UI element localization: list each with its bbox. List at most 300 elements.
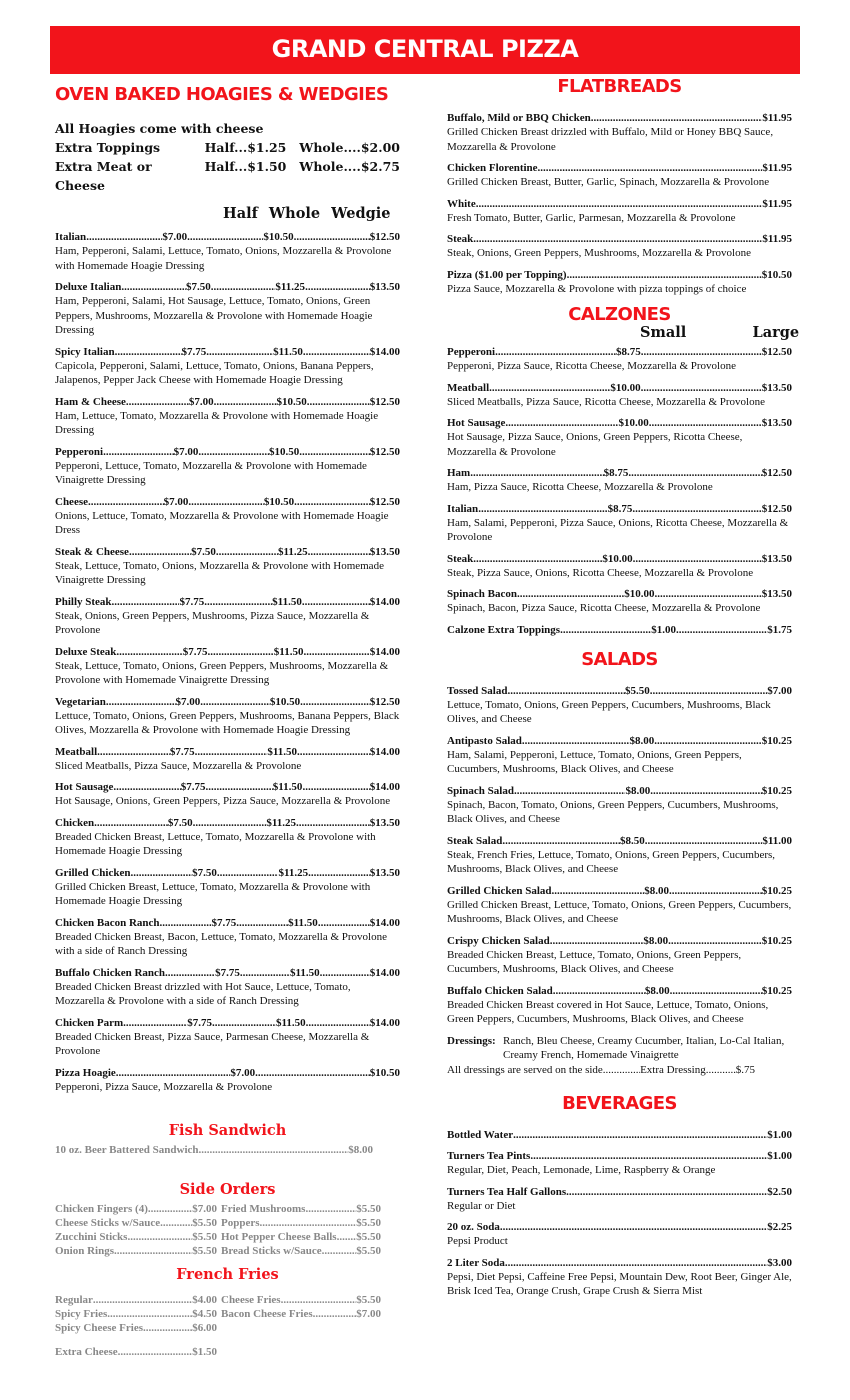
item-price: $10.50 (761, 268, 792, 281)
item-price: $5.50 (356, 1245, 381, 1257)
item-name: Hot Pepper Cheese Balls (221, 1231, 337, 1243)
dot-leader (217, 866, 279, 880)
item-description: Lettuce, Tomato, Onions, Green Peppers, Mushrooms, Banana Peppers, Black Olives, Mozzarella & Provolone with Homemade Hoagie Dressing (55, 709, 400, 736)
item-description: Ham, Pizza Sauce, Ricotta Cheese, Mozzarella & Provolone (447, 481, 713, 493)
dot-leader (297, 745, 370, 759)
menu-item (447, 934, 792, 977)
dot-leader (560, 623, 651, 637)
menu-item (447, 884, 792, 927)
dot-leader (307, 395, 370, 409)
item-price: $5.50 (356, 1294, 381, 1306)
item-line (447, 1128, 792, 1142)
item-description: Ham, Pepperoni, Salami, Hot Sausage, Lettuce, Tomato, Onions, Green Peppers, Mushrooms, Mozzarella & Provolone with Homemade Hoagie Dressing (55, 295, 373, 336)
dot-leader (294, 495, 370, 509)
item-description: Grilled Chicken Breast, Lettuce, Tomato, Onions, Green Peppers, Cucumbers, Mushrooms, Black Olives, and Cheese (447, 898, 792, 925)
menu-item (55, 280, 400, 338)
dot-leader (591, 111, 763, 125)
item-line (55, 595, 400, 609)
dot-leader (322, 1244, 357, 1258)
item-price: $7.00 (230, 1066, 256, 1079)
item-price: $10.50 (269, 695, 301, 708)
item-price: $14.00 (369, 745, 400, 758)
item-description: Fresh Tomato, Butter, Garlic, Parmesan, Mozzarella & Provolone (447, 211, 736, 224)
beverages-heading: BEVERAGES (562, 1093, 677, 1114)
item-price: $11.95 (762, 197, 792, 210)
dot-leader (200, 695, 270, 709)
item-line (447, 345, 792, 359)
item-name: Zucchini Sticks (55, 1231, 128, 1243)
item-description: Regular or Diet (447, 1199, 516, 1212)
item-price: $12.50 (761, 502, 792, 515)
item-price: $12.50 (761, 467, 793, 479)
dot-leader (94, 816, 168, 830)
dot-leader (505, 416, 618, 430)
dot-leader (502, 834, 620, 848)
menu-item (55, 345, 400, 388)
item-description: Ham, Lettuce, Tomato, Mozzarella & Provolone with Homemade Hoagie Dressing (55, 409, 379, 436)
item-name: Chicken Parm (55, 1016, 124, 1029)
dot-leader (130, 866, 192, 880)
fish-heading: Fish Sandwich (168, 1122, 287, 1139)
menu-item (447, 1185, 792, 1214)
item-line (55, 780, 400, 794)
item-price: $5.50 (356, 1217, 381, 1229)
dot-leader (670, 984, 762, 998)
item-description: Ham, Salami, Pepperoni, Pizza Sauce, Onions, Ricotta Cheese, Mozzarella & Provolone (447, 516, 789, 543)
item-line (447, 934, 792, 948)
item-price: $10.50 (276, 395, 307, 408)
item-price: $7.75 (187, 1016, 212, 1029)
item-name: Meatball (447, 381, 490, 394)
dot-leader (654, 734, 762, 748)
flatbread-list (447, 111, 792, 296)
menu-item (55, 495, 400, 538)
menu-item (447, 587, 792, 616)
menu-item (55, 595, 400, 638)
item-description: Capicola, Pepperoni, Salami, Lettuce, Tomato, Onions, Banana Peppers, Jalapenos, Pepper Jack Cheese with Homemade Hoagie Dressing (55, 359, 374, 386)
item-price: $11.50 (290, 966, 320, 979)
item-name: Pepperoni (55, 445, 104, 458)
dot-leader (195, 745, 268, 759)
dot-leader (633, 552, 762, 566)
dot-leader (207, 645, 273, 659)
menu-item (447, 834, 792, 877)
item-price: $13.50 (369, 545, 401, 558)
item-description: Steak, French Fries, Lettuce, Tomato, Onions, Green Peppers, Cucumbers, Mushrooms, Black Olives, and Cheese (447, 848, 776, 875)
item-price: $14.00 (369, 966, 401, 979)
left-column (55, 84, 400, 1359)
item-description: Spinach, Bacon, Pizza Sauce, Ricotta Cheese, Mozzarella & Provolone (447, 602, 761, 614)
dot-leader (300, 695, 370, 709)
item-price: $14.00 (369, 781, 401, 793)
dot-leader (115, 345, 182, 359)
item-line (55, 545, 400, 559)
dot-leader (645, 834, 763, 848)
menu-item (55, 916, 400, 959)
item-name: Fried Mushrooms (221, 1203, 306, 1215)
item-line (447, 984, 792, 998)
item-price: $14.00 (369, 595, 401, 608)
dot-leader (118, 1345, 193, 1359)
item-price: $14.00 (369, 645, 401, 658)
dot-leader (517, 587, 624, 601)
dot-leader (495, 345, 616, 359)
item-line (55, 395, 400, 409)
item-name: Ham & Cheese (55, 395, 126, 408)
dot-leader (236, 916, 288, 930)
dot-leader (505, 1256, 767, 1270)
item-price: $10.25 (761, 984, 792, 997)
item-price: $2.25 (767, 1221, 792, 1233)
item-price: $6.00 (192, 1322, 217, 1334)
item-price: $8.75 (607, 502, 633, 515)
item-name: Bread Sticks w/Sauce (221, 1245, 322, 1257)
dot-leader (473, 552, 602, 566)
dot-leader (553, 984, 645, 998)
dot-leader (470, 466, 603, 480)
dot-leader (320, 966, 370, 980)
item-price: $5.50 (192, 1245, 217, 1257)
item-line (221, 1244, 381, 1258)
menu-item (447, 734, 792, 777)
calzone-size-columns: Small Large (640, 324, 800, 341)
menu-item (447, 1128, 792, 1142)
item-name: Chicken Bacon Ranch (55, 916, 160, 929)
item-price: $8.75 (603, 467, 629, 479)
sides-heading: Side Orders (179, 1181, 276, 1198)
right-column (447, 76, 800, 1306)
item-price: $8.75 (616, 346, 641, 358)
dot-leader (514, 784, 626, 798)
calzones-heading: CALZONES (568, 304, 671, 325)
extra-half: Half...$1.25 (204, 140, 287, 155)
item-line (55, 866, 400, 880)
item-name: 2 Liter Soda (447, 1256, 505, 1269)
item-name: Philly Steak (55, 595, 112, 608)
item-line (221, 1216, 381, 1230)
menu-item (447, 345, 792, 374)
item-price: $1.00 (767, 1150, 792, 1162)
item-name: Bacon Cheese Fries (221, 1308, 313, 1320)
item-price: $7.75 (182, 645, 208, 658)
dressings (447, 1034, 792, 1078)
item-line (55, 1016, 400, 1030)
item-name: 20 oz. Soda (447, 1221, 500, 1233)
item-price: $8.00 (643, 934, 669, 947)
item-price: $10.25 (761, 884, 792, 897)
item-price: $13.50 (369, 281, 400, 293)
menu-item (55, 966, 400, 1009)
item-price: $11.95 (762, 112, 792, 124)
item-description: Pepsi, Diet Pepsi, Caffeine Free Pepsi, Mountain Dew, Root Beer, Ginger Ale, Brisk Iced Tea, Orange Crush, Grape Crush & Sierra Mist (447, 1270, 792, 1297)
fries-list (55, 1293, 400, 1335)
menu-item (447, 111, 792, 154)
dot-leader (552, 884, 645, 898)
menu-item (55, 230, 400, 273)
dot-leader (655, 587, 762, 601)
dot-leader (112, 595, 180, 609)
dot-leader (302, 595, 370, 609)
item-line (447, 466, 792, 480)
item-line (221, 1307, 381, 1321)
dot-leader (255, 1066, 370, 1080)
dot-leader (88, 495, 164, 509)
dot-leader (113, 780, 180, 794)
dot-leader (308, 545, 370, 559)
dressings-list: Ranch, Bleu Cheese, Creamy Cucumber, Italian, Lo-Cal Italian, Creamy French, Homemade Vinaigrette (503, 1034, 785, 1061)
item-description: Steak, Lettuce, Tomato, Onions, Mozzarella & Provolone with Homemade Vinaigrette Dressing (55, 559, 384, 586)
extra-label: Extra Meat or Cheese (55, 159, 152, 193)
item-price: $13.50 (761, 552, 792, 565)
item-description: Pepsi Product (447, 1235, 508, 1247)
item-description: Sliced Meatballs, Pizza Sauce, Mozzarella & Provolone (55, 759, 302, 772)
item-price: $11.50 (273, 345, 303, 358)
item-line (447, 1185, 792, 1199)
dot-leader (567, 268, 762, 282)
item-price: $11.50 (272, 595, 302, 608)
item-line (55, 345, 400, 359)
item-name: Ham (447, 467, 471, 479)
item-price: $7.50 (185, 281, 211, 293)
item-name: Spinach Salad (447, 784, 514, 797)
dot-leader (676, 623, 767, 637)
item-name: Pepperoni (447, 346, 496, 358)
item-description: Grilled Chicken Breast drizzled with Buffalo, Mild or Honey BBQ Sauce, Mozzarella & Provolone (447, 126, 774, 153)
item-description: Spinach, Bacon, Tomato, Onions, Green Peppers, Cucumbers, Mushrooms, Black Olives, and Cheese (447, 798, 779, 825)
dot-leader (489, 381, 610, 395)
item-description: Grilled Chicken Breast, Butter, Garlic, Spinach, Mozzarella & Provolone (447, 176, 770, 188)
dot-leader (476, 197, 763, 211)
item-price: $10.25 (761, 934, 793, 947)
item-price: $12.50 (761, 346, 793, 358)
item-price: $10.50 (369, 1066, 401, 1079)
item-line (55, 916, 400, 930)
dressings-note: All dressings are served on the side (447, 1063, 603, 1076)
item-line (447, 1220, 792, 1234)
dot-leader (299, 445, 370, 459)
cheese-note: All Hoagies come with cheese (55, 121, 264, 136)
dot-leader (313, 1307, 357, 1321)
dot-leader (303, 345, 370, 359)
dot-leader (211, 280, 276, 294)
item-line (447, 684, 792, 698)
item-line (55, 230, 400, 244)
item-line (447, 784, 792, 798)
item-price: $7.00 (162, 231, 188, 243)
item-line (55, 745, 400, 759)
item-line (447, 623, 792, 637)
item-name: Onion Rings (55, 1245, 114, 1257)
dot-leader (214, 395, 277, 409)
item-description: Breaded Chicken Breast, Lettuce, Tomato, Onions, Green Peppers, Cucumbers, Mushrooms, Black Olives, and Cheese (447, 948, 742, 975)
calzone-list (447, 345, 792, 637)
dot-leader (160, 1216, 192, 1230)
dot-leader (302, 780, 369, 794)
item-name: Extra Cheese (55, 1346, 118, 1358)
dot-leader (294, 230, 370, 244)
menu-item (447, 1149, 792, 1178)
item-name: Steak (447, 233, 474, 245)
item-price: $13.50 (369, 816, 400, 829)
dot-leader (550, 934, 644, 948)
item-description: Breaded Chicken Breast covered in Hot Sauce, Lettuce, Tomato, Onions, Green Peppers, Cucumbers, Mushrooms, Black Olives, and Cheese (447, 998, 769, 1025)
item-description: Lettuce, Tomato, Onions, Green Peppers, Cucumbers, Mushrooms, Black Olives, and Cheese (447, 698, 771, 725)
dressings-label: Dressings: (447, 1034, 496, 1047)
menu-item (55, 695, 400, 738)
item-description: Ham, Pepperoni, Salami, Lettuce, Tomato, Onions, Mozzarella & Provolone with Homemade Hoagie Dressing (55, 245, 392, 272)
menu-item (55, 395, 400, 438)
item-name: Steak Salad (447, 834, 503, 847)
dot-leader (668, 934, 762, 948)
hoagies-heading: OVEN BAKED HOAGIES & WEDGIES (55, 84, 389, 105)
item-line (221, 1293, 381, 1307)
menu-item (447, 161, 792, 190)
menu-item (447, 552, 792, 581)
item-price: $8.00 (629, 734, 655, 747)
flatbreads-heading: FLATBREADS (557, 76, 682, 97)
item-price: $11.50 (288, 916, 318, 929)
dot-leader (308, 866, 370, 880)
menu-item (55, 1016, 400, 1059)
item-price: $7.00 (175, 695, 201, 708)
menu-item (447, 268, 792, 297)
item-name: Italian (55, 231, 87, 243)
menu-item (447, 984, 792, 1027)
dot-leader (160, 916, 212, 930)
item-price: $10.25 (761, 784, 793, 797)
item-price: $11.50 (276, 1016, 306, 1029)
item-price: $11.25 (277, 545, 308, 558)
item-description: Hot Sausage, Onions, Green Peppers, Pizza Sauce, Mozzarella & Provolone (55, 795, 391, 807)
item-name: Steak & Cheese (55, 545, 129, 558)
item-name: Italian (447, 502, 479, 515)
dot-leader (93, 1293, 192, 1307)
item-line (447, 884, 792, 898)
item-line (55, 1244, 217, 1258)
dot-leader (649, 416, 762, 430)
item-line (55, 280, 400, 294)
item-description: Steak, Lettuce, Tomato, Onions, Green Peppers, Mushrooms, Mozzarella & Provolone with Homemade Vinaigrette Dressing (55, 659, 389, 686)
item-price: $13.50 (761, 588, 792, 600)
size-columns: Half Whole Wedgie (223, 205, 391, 222)
item-description: Steak, Onions, Green Peppers, Mushrooms, Mozzarella & Provolone (447, 247, 751, 259)
dot-leader (204, 595, 272, 609)
item-price: $11.25 (275, 281, 306, 293)
item-price: $13.50 (761, 417, 792, 429)
item-name: Antipasto Salad (447, 734, 522, 747)
dot-leader (296, 816, 370, 830)
dot-leader (86, 230, 162, 244)
item-name: Regular (55, 1294, 93, 1306)
item-name: Deluxe Steak (55, 645, 117, 658)
item-line (447, 416, 792, 430)
dot-leader (206, 345, 273, 359)
extra-row (55, 138, 400, 157)
item-price: $5.50 (192, 1231, 217, 1243)
extra-label: Extra Toppings (55, 140, 161, 155)
dot-leader (129, 545, 191, 559)
item-price: $7.50 (167, 816, 193, 829)
item-name: Poppers (221, 1217, 260, 1229)
dot-leader (473, 232, 762, 246)
dot-leader (260, 1216, 357, 1230)
dot-leader (97, 745, 170, 759)
dot-leader (306, 1016, 370, 1030)
item-price: $10.50 (263, 231, 294, 243)
dot-leader (114, 1244, 192, 1258)
menu-item (55, 745, 400, 774)
item-price: $12.50 (369, 445, 401, 458)
item-price: $5.50 (624, 684, 650, 697)
beverage-list (447, 1128, 792, 1299)
item-line (447, 161, 792, 175)
item-line (55, 1230, 217, 1244)
item-name: Pizza Hoagie (55, 1066, 116, 1079)
menu-item (55, 445, 400, 488)
item-line (447, 734, 792, 748)
item-price: $10.00 (610, 381, 641, 394)
menu-item (55, 545, 400, 588)
item-price: $2.50 (767, 1185, 792, 1198)
menu-item (55, 1143, 373, 1157)
item-line (55, 695, 400, 709)
salads-heading: SALADS (581, 648, 658, 670)
item-price: $7.75 (211, 916, 237, 929)
item-name: Meatball (55, 745, 98, 758)
menu-item (55, 1066, 400, 1095)
dot-leader (641, 381, 762, 395)
dot-leader (650, 684, 768, 698)
item-name: Calzone Extra Toppings (447, 623, 561, 636)
dot-leader (188, 495, 264, 509)
item-price: $5.50 (356, 1231, 381, 1243)
item-price: $10.00 (624, 588, 655, 600)
menu-item (447, 623, 792, 637)
item-price: $13.50 (369, 866, 401, 879)
dot-leader (199, 1143, 349, 1157)
item-name: Spicy Italian (55, 345, 115, 358)
dot-leader (522, 734, 630, 748)
item-name: Vegetarian (55, 695, 106, 708)
dot-leader (216, 545, 278, 559)
item-price: $10.25 (761, 734, 793, 747)
item-line (55, 645, 400, 659)
item-line (221, 1202, 381, 1216)
item-price: $7.00 (767, 684, 792, 697)
item-name: White (447, 197, 476, 210)
fries-heading: French Fries (176, 1266, 279, 1283)
dot-leader (205, 780, 272, 794)
item-line (55, 1293, 217, 1307)
dot-leader (303, 645, 369, 659)
dot-leader (538, 161, 763, 175)
salad-list (447, 684, 792, 1027)
item-line (447, 232, 792, 246)
dot-leader (337, 1230, 357, 1244)
item-name: Buffalo Chicken Ranch (55, 966, 166, 979)
dot-leader (500, 1220, 767, 1234)
item-line (447, 834, 792, 848)
item-price: $13.50 (761, 381, 793, 394)
item-price: $7.75 (181, 345, 207, 358)
item-name: Grilled Chicken (55, 866, 131, 879)
item-name: Spicy Fries (55, 1308, 108, 1320)
item-line (55, 966, 400, 980)
item-description: Steak, Pizza Sauce, Onions, Ricotta Cheese, Mozzarella & Provolone (447, 566, 754, 579)
item-price: $5.50 (356, 1203, 381, 1215)
item-line (55, 1066, 400, 1080)
dot-leader (478, 502, 607, 516)
